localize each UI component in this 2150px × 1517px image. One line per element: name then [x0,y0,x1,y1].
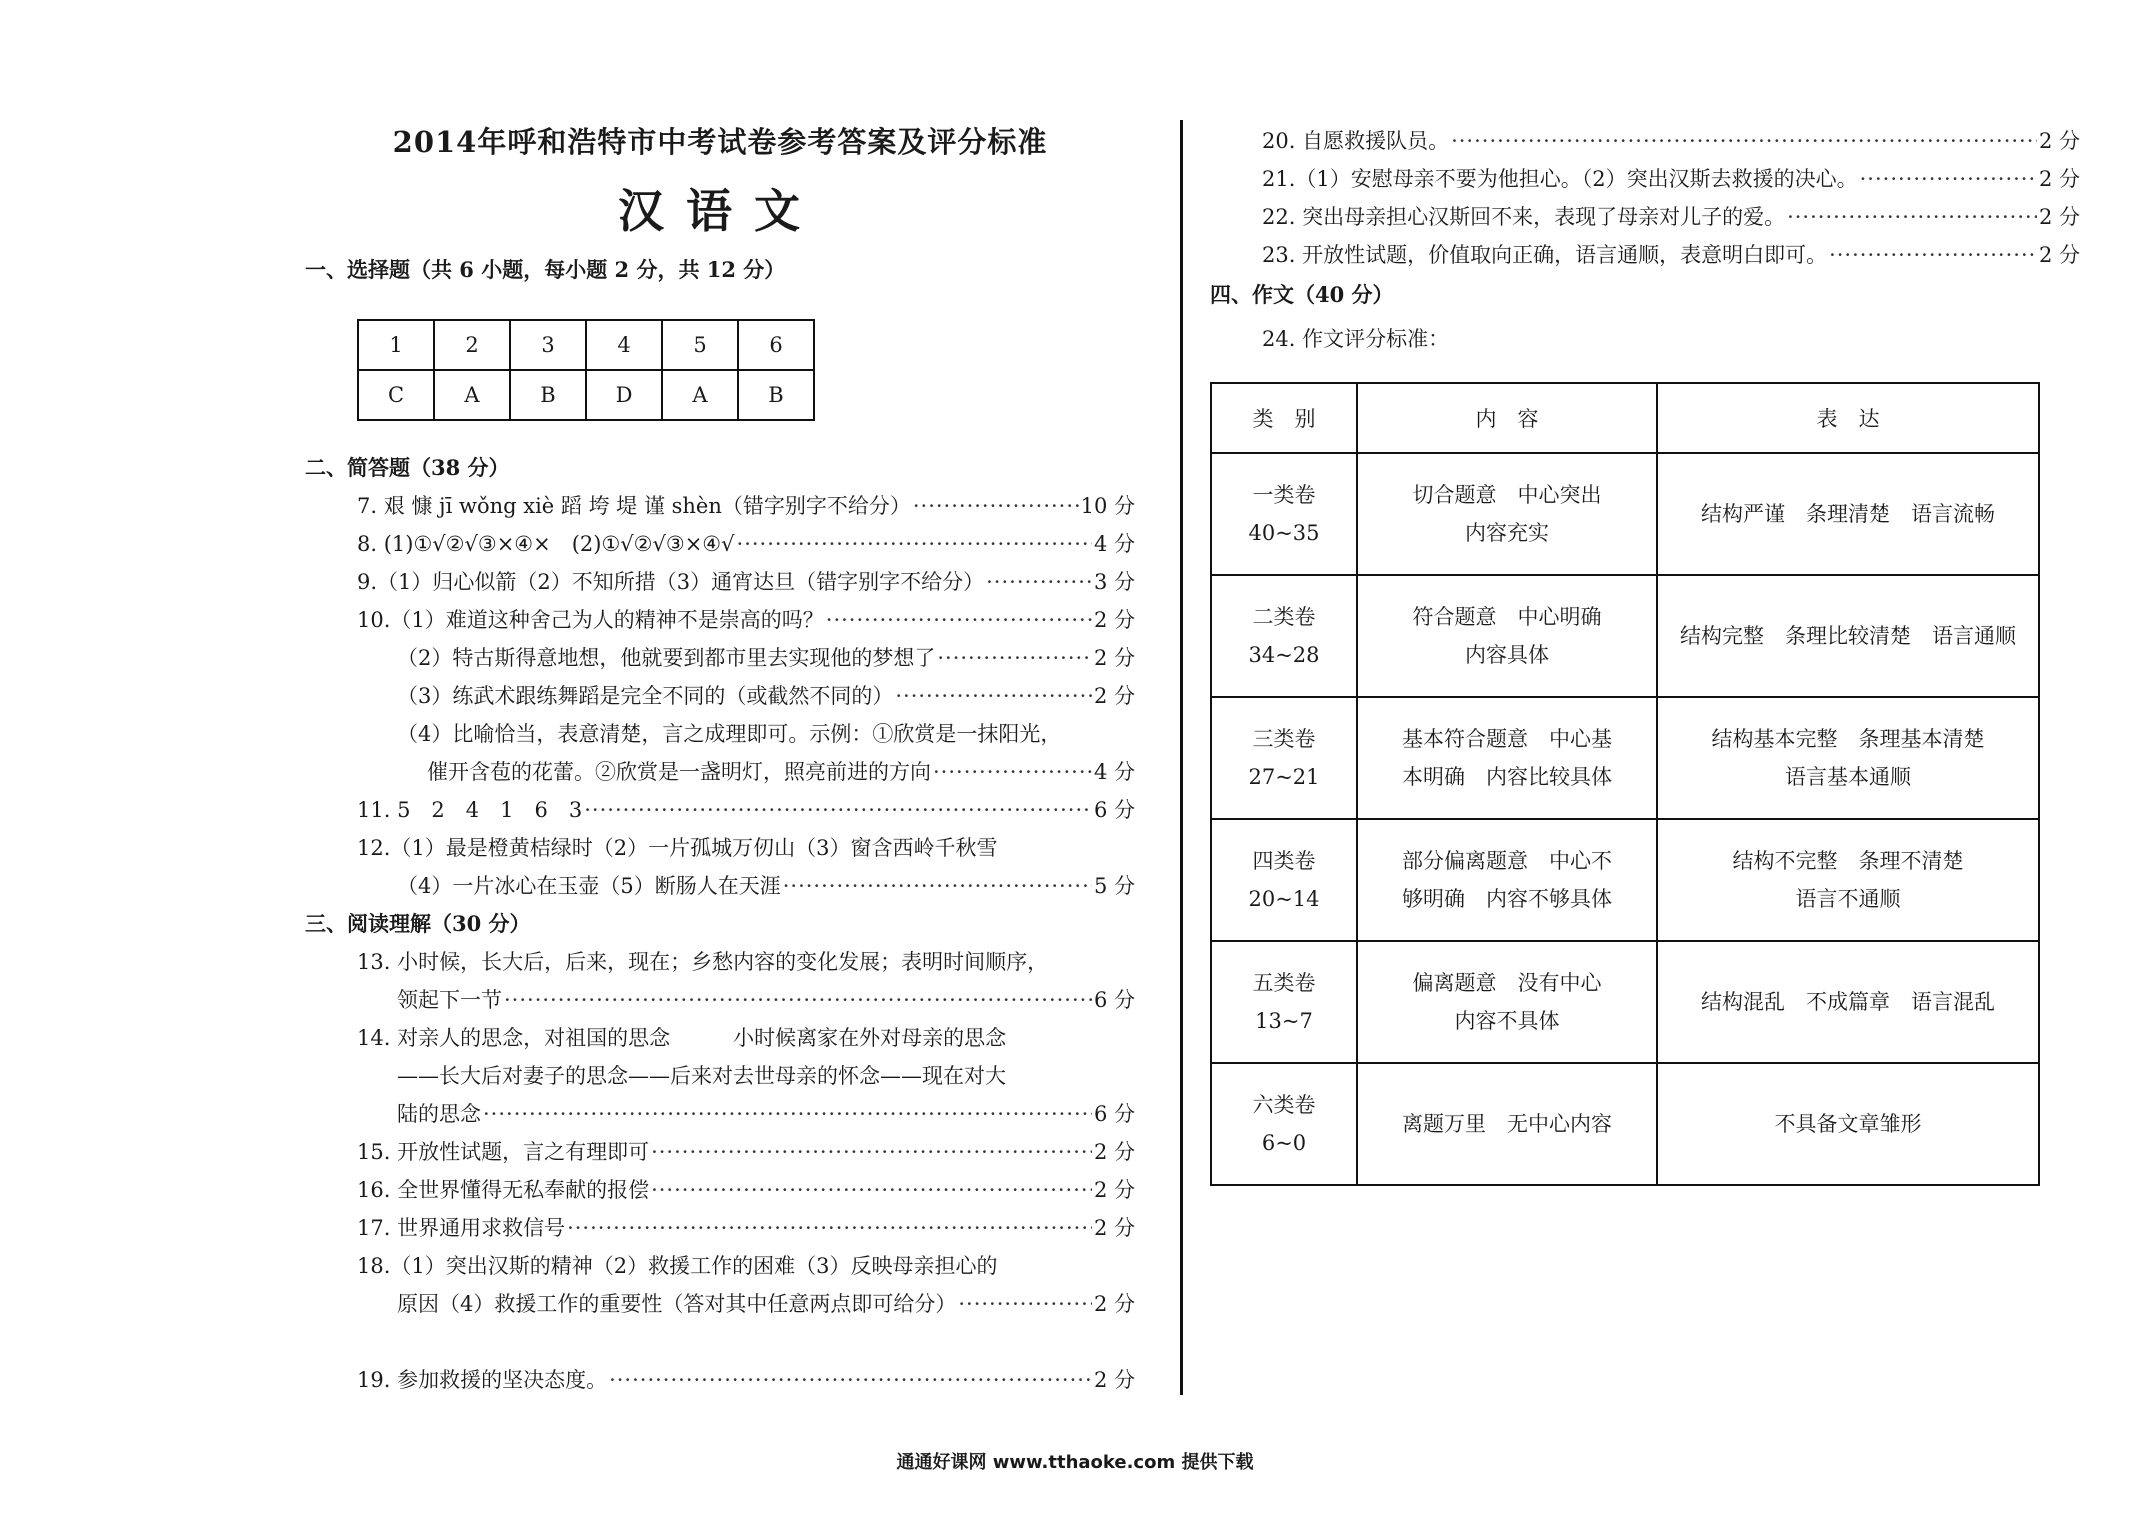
score: 2 分 [1093,1216,1135,1240]
dot-leader [651,1133,1092,1171]
score: 2 分 [2038,243,2080,267]
answer-line [1210,160,2080,198]
dot-leader [1860,160,2037,198]
section-2-heading: 二、简答题（38 分） [305,455,510,480]
table-row [358,370,814,420]
content-text: 本明确 内容比较具体 [1402,765,1612,789]
column-header: 类 别 [1211,383,1357,453]
dot-leader [783,867,1092,905]
question-number: 4 [586,320,662,370]
answer-line [305,639,1135,677]
answer-text: 23. 开放性试题，价值取向正确，语言通顺，表意明白即可。 [1262,243,1828,267]
content-cell [1357,453,1657,575]
answer-cell: A [434,370,510,420]
section-4-heading: 四、作文（40 分） [1210,282,1394,307]
content-cell [1357,1063,1657,1185]
grade-range: 6~0 [1261,1131,1307,1155]
answer-line [305,981,1135,1019]
expression-text: 结构完整 条理比较清楚 语言通顺 [1680,624,2016,648]
dot-leader [504,981,1092,1019]
expression-cell [1657,453,2039,575]
content-cell [1357,819,1657,941]
question-number: 6 [738,320,814,370]
answer-line [305,1209,1135,1247]
answer-line [305,487,1135,525]
answer-text: 13. 小时候，长大后，后来，现在；乡愁内容的变化发展；表明时间顺序， [357,950,1049,974]
answer-line [305,677,1135,715]
grade-class-cell [1211,1063,1357,1185]
dot-leader [958,1285,1092,1323]
expression-text: 结构基本完整 条理基本清楚 [1711,727,1985,751]
section-1-heading: 一、选择题（共 6 小题，每小题 2 分，共 12 分） [305,257,786,282]
answer-text: 领起下一节 [397,988,502,1012]
answer-line [305,1057,1135,1095]
table-row [1211,697,2039,819]
content-text: 够明确 内容不够具体 [1402,887,1612,911]
grade-class: 二类卷 [1252,605,1316,629]
answer-line [305,1019,1135,1057]
answer-text: 14. 对亲人的思念，对祖国的思念 小时候离家在外对母亲的思念 [357,1026,1007,1050]
answer-text: 12.（1）最是橙黄桔绿时（2）一片孤城万仞山（3）窗含西岭千秋雪 [357,836,998,860]
grade-range: 27~21 [1248,765,1320,789]
dot-leader [913,487,1079,525]
expression-text: 语言不通顺 [1795,887,1901,911]
answer-line [305,601,1135,639]
answer-text: 17. 世界通用求救信号 [357,1216,566,1240]
grade-range: 20~14 [1248,887,1320,911]
answer-line [1210,236,2080,274]
answer-line [305,1095,1135,1133]
answer-text: 20. 自愿救援队员。 [1262,129,1450,153]
content-cell [1357,941,1657,1063]
answer-line [305,943,1135,981]
dot-leader [826,601,1092,639]
content-cell [1357,697,1657,819]
content-text: 基本符合题意 中心基 [1402,727,1612,751]
table-row [358,320,814,370]
expression-text: 结构不完整 条理不清楚 [1732,849,1964,873]
answer-text: 催开含苞的花蕾。②欣赏是一盏明灯，照亮前进的方向 [427,760,931,784]
score: 2 分 [2038,205,2080,229]
content-text: 内容具体 [1465,643,1549,667]
grade-class: 五类卷 [1252,971,1316,995]
content-text: 内容充实 [1465,521,1549,545]
answer-cell: D [586,370,662,420]
column-header: 内 容 [1357,383,1657,453]
subject-title: 汉语文 [618,184,822,238]
content-text: 离题万里 无中心内容 [1402,1112,1612,1136]
dot-leader [737,525,1092,563]
grade-class: 四类卷 [1252,849,1316,873]
expression-cell [1657,575,2039,697]
grade-class-cell [1211,453,1357,575]
score: 4 分 [1093,532,1135,556]
score: 2 分 [1093,1140,1135,1164]
answer-line [305,1361,1135,1399]
answer-cell: C [358,370,434,420]
answer-text: 15. 开放性试题，言之有理即可 [357,1140,650,1164]
score: 4 分 [1093,760,1135,784]
answer-line [305,1285,1135,1323]
score: 3 分 [1093,570,1135,594]
answer-text: ——长大后对妻子的思念——后来对去世母亲的怀念——现在对大 [397,1064,1006,1088]
answer-line [305,715,1135,753]
score: 2 分 [1093,608,1135,632]
answer-cell: A [662,370,738,420]
dot-leader [1829,236,2037,274]
content-cell [1357,575,1657,697]
answer-line [305,829,1135,867]
dot-leader [1451,122,2037,160]
score: 6 分 [1093,988,1135,1012]
section-3-heading: 三、阅读理解（30 分） [305,911,531,936]
multiple-choice-table [357,319,815,421]
answer-text: （4）比喻恰当，表意清楚，言之成理即可。示例：①欣赏是一抹阳光， [397,722,1062,746]
content-text: 部分偏离题意 中心不 [1402,849,1612,873]
answer-text: 7. 艰 慷 jī wǒng xiè 蹈 垮 堤 谨 shèn（错字别字不给分） [357,494,911,518]
score: 10 分 [1080,494,1135,518]
score: 2 分 [2038,167,2080,191]
answer-line [305,525,1135,563]
expression-cell [1657,819,2039,941]
grade-range: 13~7 [1255,1009,1313,1033]
dot-leader [1787,198,2037,236]
column-header: 表 达 [1657,383,2039,453]
dot-leader [933,753,1092,791]
score: 2 分 [1093,1292,1135,1316]
answer-line [305,1247,1135,1285]
expression-text: 结构混乱 不成篇章 语言混乱 [1701,990,1995,1014]
page-title: 2014年呼和浩特市中考试卷参考答案及评分标准 [392,125,1048,159]
content-text: 偏离题意 没有中心 [1412,971,1602,995]
expression-text: 语言基本通顺 [1785,765,1911,789]
question-number: 3 [510,320,586,370]
answer-text: 原因（4）救援工作的重要性（答对其中任意两点即可给分） [397,1292,957,1316]
answer-text: （4）一片冰心在玉壶（5）断肠人在天涯 [397,874,781,898]
answer-text: 22. 突出母亲担心汉斯回不来，表现了母亲对儿子的爱。 [1262,205,1786,229]
answer-line [305,753,1135,791]
answer-text: 18.（1）突出汉斯的精神（2）救援工作的困难（3）反映母亲担心的 [357,1254,998,1278]
grade-class-cell [1211,819,1357,941]
dot-leader [567,1209,1092,1247]
grade-range: 34~28 [1248,643,1320,667]
essay-grading-table [1210,382,2040,1186]
table-row [1211,819,2039,941]
grade-class: 一类卷 [1252,483,1316,507]
column-divider [1180,120,1183,1395]
answer-line [1210,122,2080,160]
dot-leader [895,677,1092,715]
answer-line [305,867,1135,905]
dot-leader [937,639,1092,677]
answer-text: （3）练武术跟练舞蹈是完全不同的（或截然不同的） [397,684,894,708]
answer-text: 10.（1）难道这种舍己为人的精神不是崇高的吗？ [357,608,824,632]
content-text: 切合题意 中心突出 [1412,483,1602,507]
table-header-row [1211,383,2039,453]
question-number: 1 [358,320,434,370]
score: 5 分 [1093,874,1135,898]
score: 2 分 [1093,646,1135,670]
expression-cell [1657,697,2039,819]
answer-text: 16. 全世界懂得无私奉献的报偿 [357,1178,650,1202]
score: 2 分 [1093,1368,1135,1392]
answer-cell: B [510,370,586,420]
score: 6 分 [1093,1102,1135,1126]
score: 2 分 [1093,1178,1135,1202]
score: 6 分 [1093,798,1135,822]
answer-cell: B [738,370,814,420]
grade-class-cell [1211,575,1357,697]
answer-text: 11. 5 2 4 1 6 3 [357,798,583,822]
dot-leader [651,1171,1092,1209]
answer-line [1210,198,2080,236]
content-text: 符合题意 中心明确 [1412,605,1602,629]
grade-class-cell [1211,697,1357,819]
expression-cell [1657,941,2039,1063]
grade-class: 三类卷 [1252,727,1316,751]
expression-cell [1657,1063,2039,1185]
answer-text: 19. 参加救援的坚决态度。 [357,1368,608,1392]
essay-criteria-label [1210,320,2080,358]
table-row [1211,453,2039,575]
table-row [1211,941,2039,1063]
question-number: 2 [434,320,510,370]
answer-text: 21.（1）安慰母亲不要为他担心。（2）突出汉斯去救援的决心。 [1262,167,1858,191]
answer-line [305,1171,1135,1209]
left-column [305,120,1135,1399]
dot-leader [609,1361,1092,1399]
score: 2 分 [2038,129,2080,153]
content-text: 内容不具体 [1454,1009,1560,1033]
answer-line [305,563,1135,601]
answer-text: 陆的思念 [397,1102,481,1126]
grade-class-cell [1211,941,1357,1063]
answer-text: 24. 作文评分标准： [1262,327,1450,351]
answer-text: 8. (1)①√②√③×④× (2)①√②√③×④√ [357,532,735,556]
answer-text: （2）特古斯得意地想，他就要到都市里去实现他的梦想了 [397,646,936,670]
grade-range: 40~35 [1248,521,1320,545]
question-number: 5 [662,320,738,370]
table-row [1211,1063,2039,1185]
answer-line [305,1133,1135,1171]
answer-text: 9.（1）归心似箭（2）不知所措（3）通宵达旦（错字别字不给分） [357,570,985,594]
dot-leader [584,791,1092,829]
dot-leader [986,563,1092,601]
dot-leader [483,1095,1092,1133]
table-row [1211,575,2039,697]
grade-class: 六类卷 [1252,1093,1316,1117]
right-column [1210,122,2080,1186]
expression-text: 结构严谨 条理清楚 语言流畅 [1701,502,1995,526]
footer-source: 通通好课网 www.tthaoke.com 提供下载 [896,1452,1254,1473]
answer-line [305,791,1135,829]
expression-text: 不具备文章雏形 [1774,1112,1922,1136]
score: 2 分 [1093,684,1135,708]
